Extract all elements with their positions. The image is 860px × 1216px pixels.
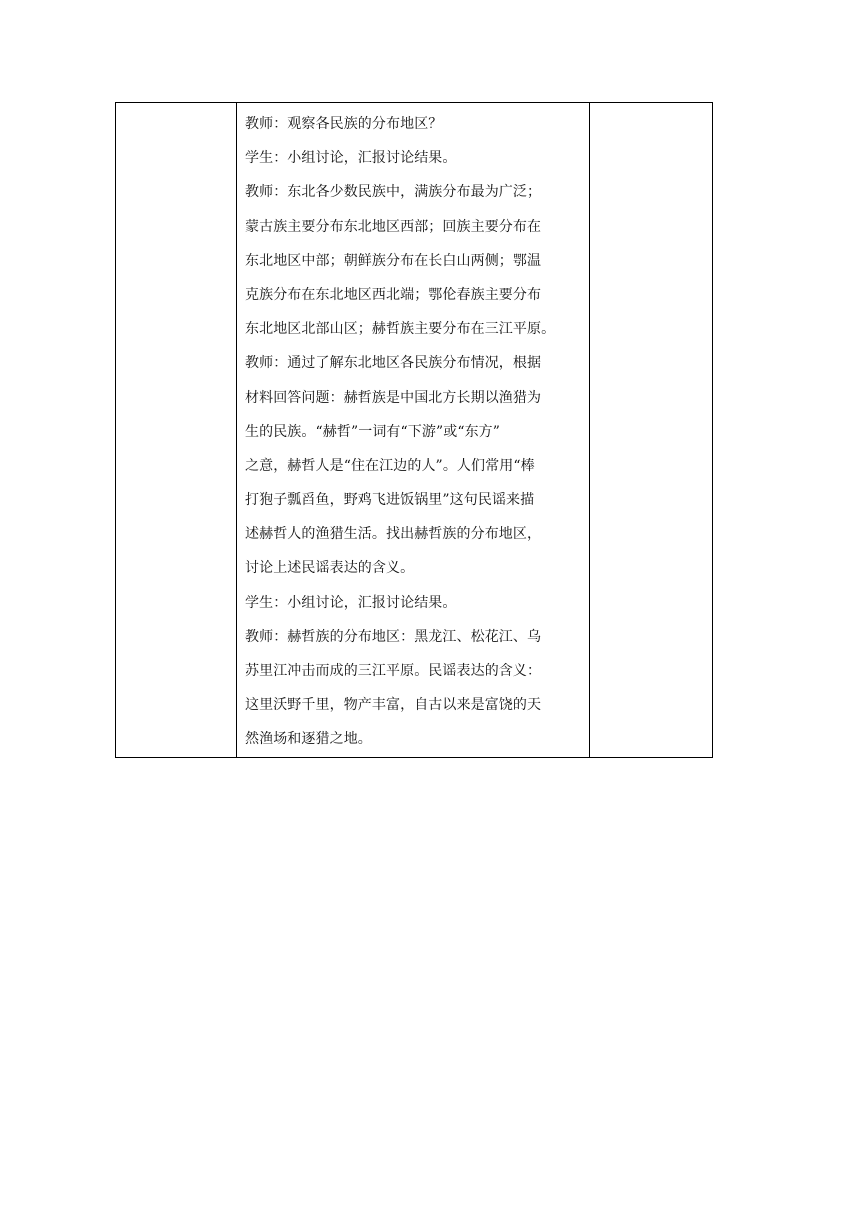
text-line: 教师：观察各民族的分布地区？ xyxy=(245,116,443,132)
text-line: 教师：赫哲族的分布地区：黑龙江、松花江、乌 xyxy=(245,628,542,645)
text-line: 生的民族。“赫哲”一词有“下游”或“东方” xyxy=(245,423,501,440)
text-line: 学生：小组讨论，汇报讨论结果。 xyxy=(245,150,457,167)
right-cell xyxy=(590,103,713,758)
text-line: 讨论上述民谣表达的含义。 xyxy=(245,560,415,577)
text-line: 克族分布在东北地区西北端；鄂伦春族主要分布 xyxy=(245,286,542,303)
text-line: 苏里江冲击而成的三江平原。民谣表达的含义： xyxy=(245,663,542,679)
text-line: 这里沃野千里，物产丰富，自古以来是富饶的天 xyxy=(245,697,542,714)
text-line: 然渔场和逐猎之地。 xyxy=(245,731,372,748)
text-line: 蒙古族主要分布东北地区西部；回族主要分布在 xyxy=(245,218,542,235)
text-line: 述赫哲人的渔猎生活。找出赫哲族的分布地区， xyxy=(245,526,542,543)
text-line: 东北地区北部山区；赫哲族主要分布在三江平原。 xyxy=(245,321,556,338)
text-line: 教师：通过了解东北地区各民族分布情况，根据 xyxy=(245,355,542,372)
text-line: 学生：小组讨论，汇报讨论结果。 xyxy=(245,594,457,611)
text-line: 之意，赫哲人是“住在江边的人”。人们常用“棒 xyxy=(245,457,535,474)
left-cell xyxy=(116,103,237,758)
text-line: 教师：东北各少数民族中，满族分布最为广泛； xyxy=(245,184,542,201)
content-cell xyxy=(237,103,590,758)
text-line: 东北地区中部；朝鲜族分布在长白山两侧；鄂温 xyxy=(245,252,542,269)
table-row xyxy=(116,103,713,758)
lesson-table xyxy=(115,102,713,758)
text-line: 打狍子瓢舀鱼，野鸡飞进饭锅里”这句民谣来描 xyxy=(245,492,535,509)
text-line: 材料回答问题：赫哲族是中国北方长期以渔猎为 xyxy=(245,389,542,406)
